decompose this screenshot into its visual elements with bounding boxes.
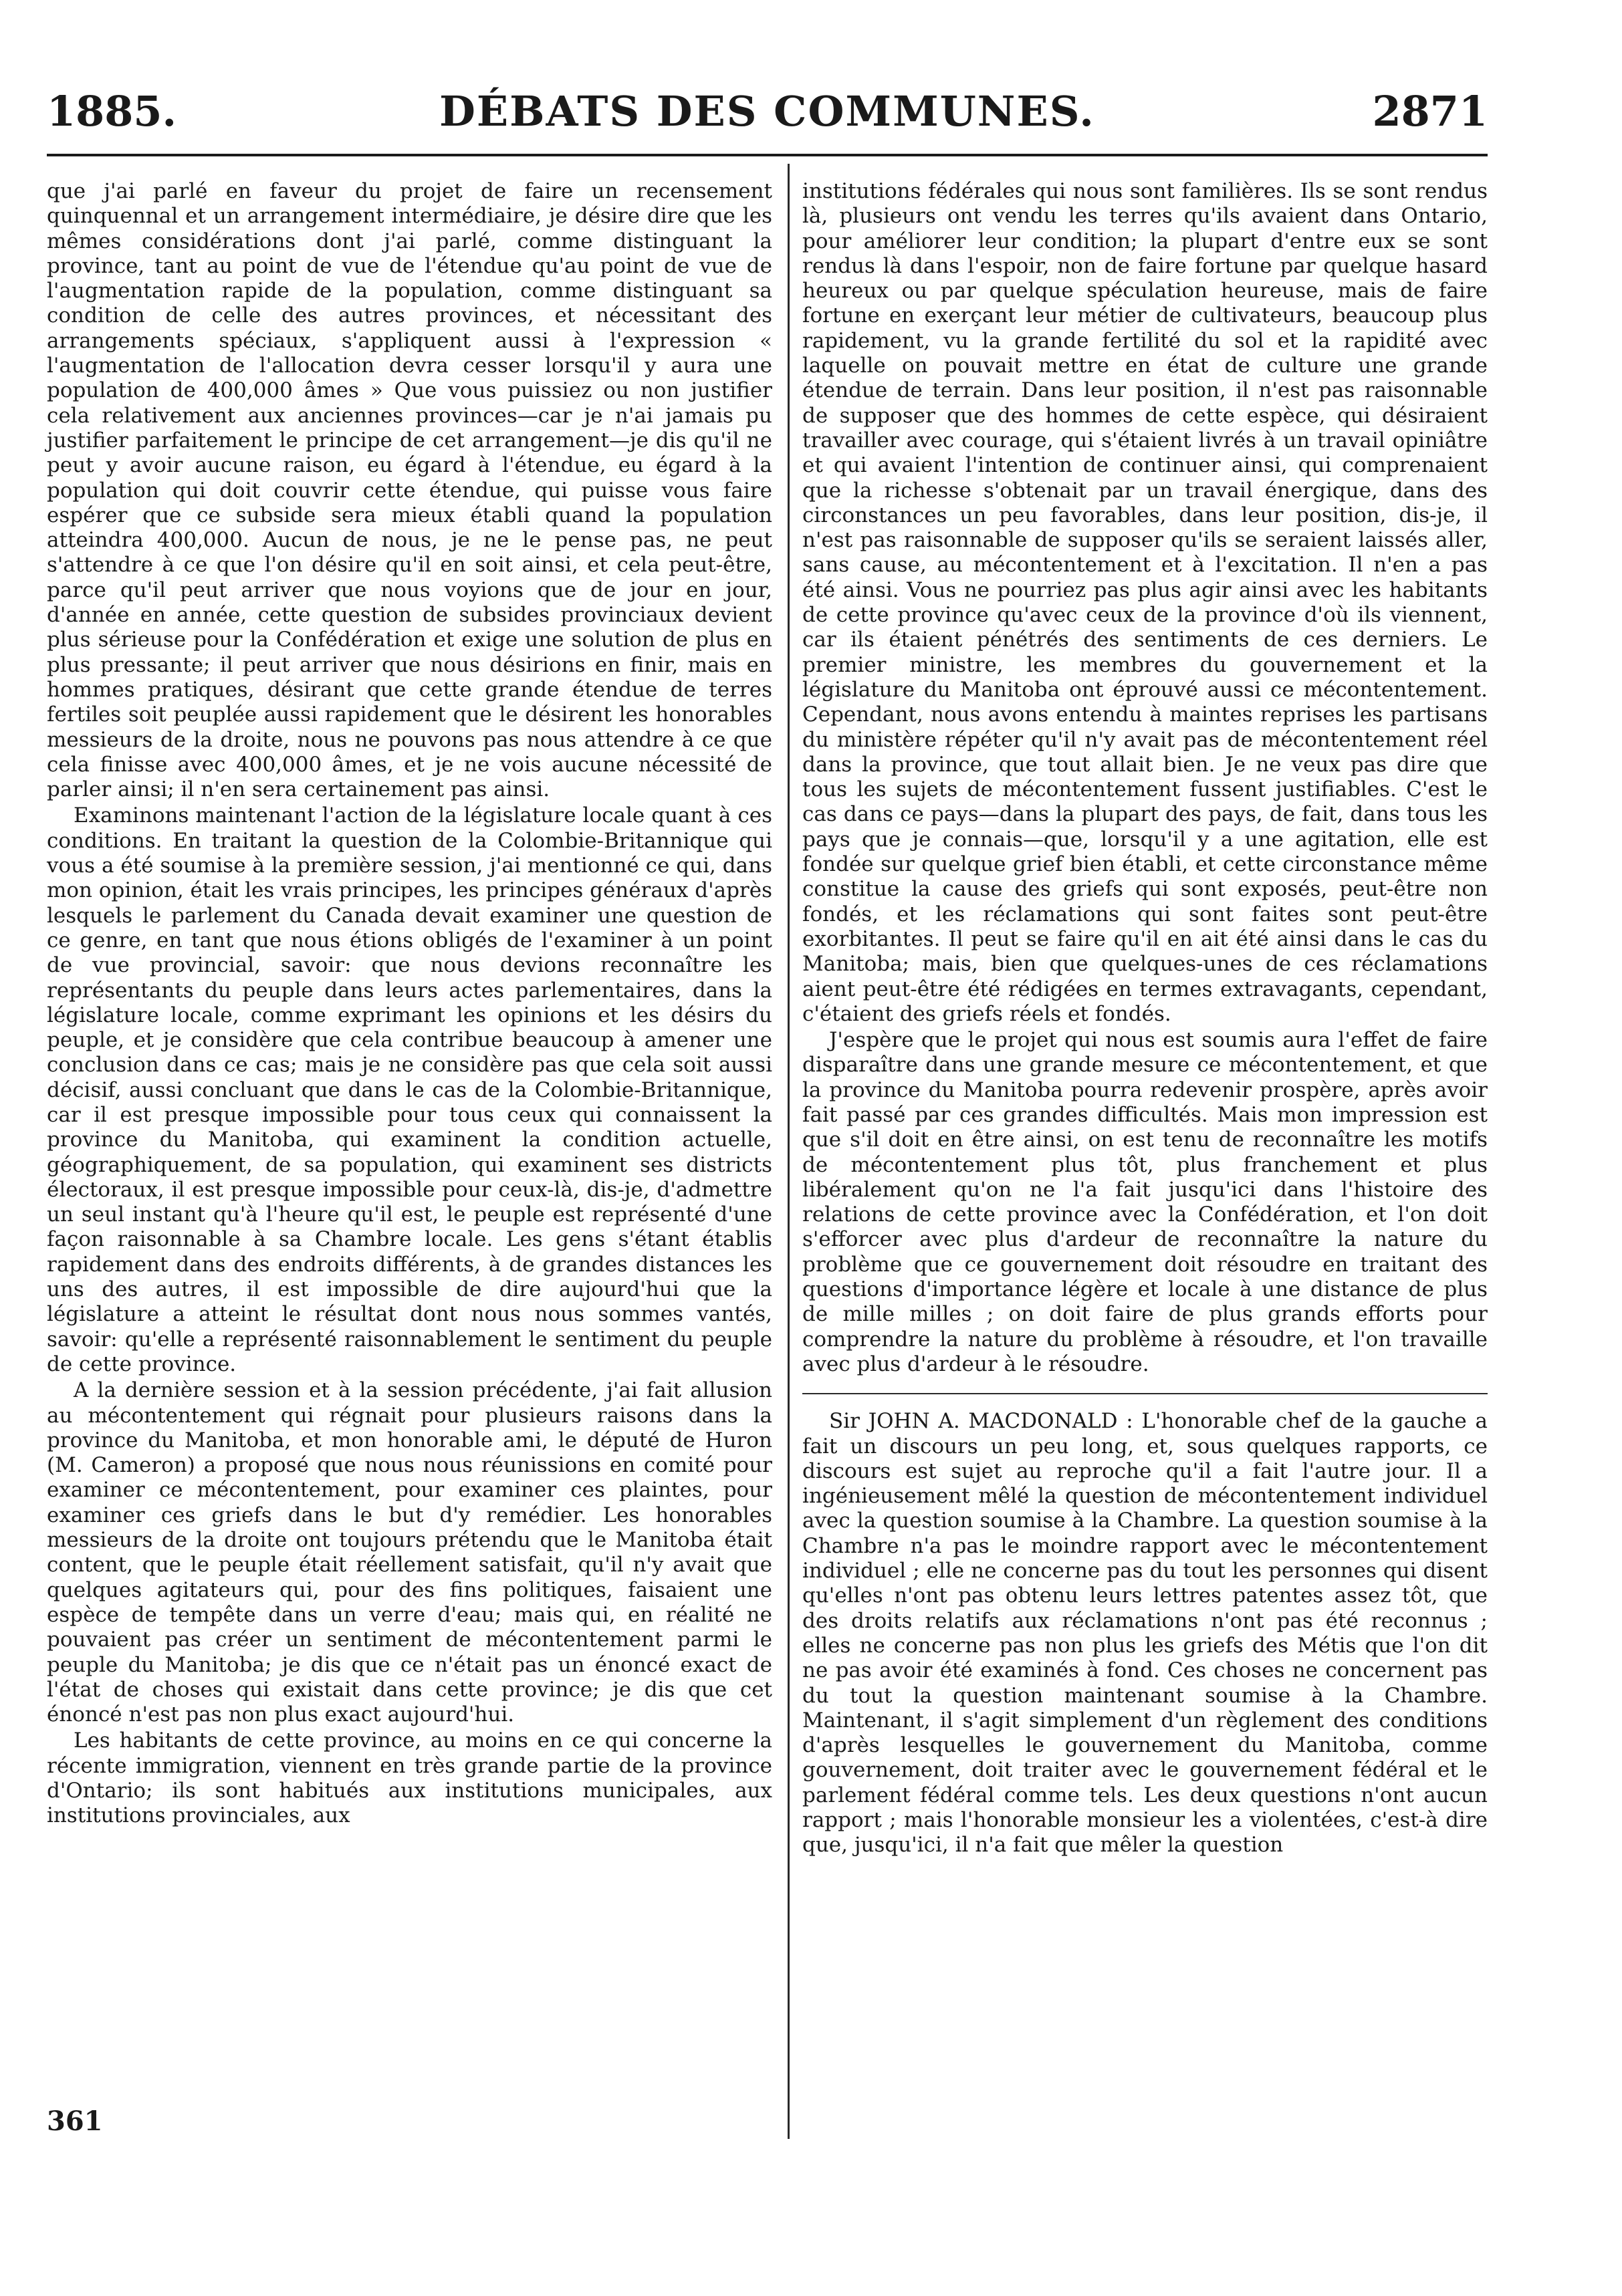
header-year: 1885. <box>47 87 177 136</box>
speech-text: L'honorable chef de la gauche a fait un discours un peu long, et, sous quelques rapports, ce discours est sujet au reproche qu'il a fait l'autre jour. Il a ingénieusement mêlé la question de mécontentement individuel avec la question soumise à la Chambre. La question soumise à la Chambre n'a pas le moindre rapport avec le mécontentement individuel ; elle ne concerne pas du tout les personnes qui disent qu'elles n'ont pas obtenu leurs lettres patentes assez tôt, que des droits relatifs aux réclamations n'ont pas été reconnus ; elles ne concerne pas non plus les griefs des Métis que l'on dit ne pas avoir été examinés à fond. Ces choses ne concernent pas du tout la question maintenant soumise à la Chambre. Maintenant, il s'agit simplement d'un règlement des conditions d'après lesquelles le gouvernement du Manitoba, comme gouvernement, doit traiter avec le gouvernement fédéral et le parlement fédéral comme tels. Les deux questions n'ont aucun rapport ; mais l'honorable monsieur les a violentées, c'est-à dire que, jusqu'ici, il n'a fait que mêler la question <box>802 1409 1488 1858</box>
paragraph: Examinons maintenant l'action de la législature locale quant à ces conditions. En traitant la question de la Colombie-Britannique qui vous a été soumise à la première session, j'ai mentionné ce qui, dans mon opinion, était les vrais principes, les principes généraux d'après lesquels le parlement du Canada devait examiner une question de ce genre, en tant que nous étions obligés de l'examiner à un point de vue provincial, savoir: que nous devions reconnaître les représentants du peuple dans leurs actes parlementaires, dans la législature locale, comme exprimant les opinions et les désirs du peuple, et je considère que cela contribue beaucoup à amener une conclusion dans ce cas; mais je ne considère pas que cela soit aussi décisif, aussi concluant que dans le cas de la Colombie-Britannique, car il est presque impossible pour tous ceux qui connaissent la province du Manitoba, qui examinent la condition actuelle, géographiquement, de sa population, qui examinent ses districts électoraux, il est presque impossible pour ceux-là, dis-je, d'admettre un seul instant qu'à l'heure qu'il est, le peuple est représenté d'une façon raisonnable à sa Chambre locale. Les gens s'étant établis rapidement dans des endroits différents, à de grandes distances les uns des autres, il est impossible de dire aujourd'hui que la législature a atteint le résultat dont nous nous sommes vantés, savoir: qu'elle a représenté raisonnablement le sentiment du peuple de cette province. <box>47 803 772 1376</box>
paragraph: que j'ai parlé en faveur du projet de faire un recensement quinquennal et un arrangement intermédiaire, je désire dire que les mêmes considérations dont j'ai parlé, comme distinguant la province, tant au point de vue de l'étendue qu'au point de vue de l'augmentation rapide de la population, comme distinguant sa condition de celle des autres provinces, et nécessitant des arrangements spéciaux, s'appliquent aussi à l'expression « l'augmentation de l'allocation devra cesser lorsqu'il y aura une population de 400,000 âmes » Que vous puissiez ou non justifier cela relativement aux anciennes provinces—car je n'ai jamais pu justifier parfaitement le principe de cet arrangement—je dis qu'il ne peut y avoir aucune raison, eu égard à l'étendue, eu égard à la population qui doit couvrir cette étendue, qui puisse vous faire espérer que ce subside sera mieux établi quand la population atteindra 400,000. Aucun de nous, je ne le pense pas, ne peut s'attendre à ce que l'on désire qu'il en soit ainsi, et cela peut-être, parce qu'il peut arriver que nous voyions que de jour en jour, d'année en année, cette question de subsides provinciaux devient plus sérieuse pour la Confédération et exige une solution de plus en plus pressante; il peut arriver que nous désirions en finir, mais en hommes pratiques, désirant que cette grande étendue de terres fertiles soit peuplée aussi rapidement que le désirent les honorables messieurs de la droite, nous ne pouvons pas nous attendre à ce que cela finisse avec 400,000 âmes, et je ne vois aucune nécessité de parler ainsi; il n'en sera certainement pas ainsi. <box>47 179 772 802</box>
signature-mark: 361 <box>47 2106 103 2137</box>
speaker-name: Sir JOHN A. MACDONALD : <box>829 1409 1133 1434</box>
paragraph: institutions fédérales qui nous sont familières. Ils se sont rendus là, plusieurs ont vendu les terres qu'ils avaient dans Ontario, pour améliorer leur condition; la plupart d'entre eux se sont rendus là dans l'espoir, non de faire fortune par quelque hasard heureux ou par quelque spéculation heureuse, mais de faire fortune en exerçant leur métier de cultivateurs, beaucoup plus rapidement, vu la grande fertilité du sol et la rapidité avec laquelle on pouvait mettre en état de culture une grande étendue de terrain. Dans leur position, il n'est pas raisonnable de supposer que des hommes de cette espèce, qui désiraient travailler avec courage, qui s'étaient livrés à un travail opiniâtre et qui avaient l'intention de continuer ainsi, qui comprenaient que la richesse s'obtenait par un travail énergique, dans des circonstances un peu favorables, dans leur position, dis-je, il n'est pas raisonnable de supposer qu'ils se seraient laissés aller, sans cause, au mécontentement et à l'excitation. Il n'en a pas été ainsi. Vous ne pourriez pas plus agir ainsi avec les habitants de cette province qu'avec ceux de la province d'où ils viennent, car ils étaient pénétrés des sentiments de ces derniers. Le premier ministre, les membres du gouvernement et la législature du Manitoba ont éprouvé aussi ce mécontentement. Cependant, nous avons entendu à maintes reprises les partisans du ministère répéter qu'il n'y avait pas de mécontentement réel dans la province, que tout allait bien. Je ne veux pas dire que tous les sujets de mécontentement fussent justifiables. C'est le cas dans ce pays—dans la plupart des pays, de fait, dans tous les pays que je connais—que, lorsqu'il y a une agitation, elle est fondée sur quelque grief bien établi, et cette circonstance même constitue la cause des griefs qui sont exposés, peut-être non fondés, et les réclamations qui sont faites sont peut-être exorbitantes. Il peut se faire qu'il en ait été ainsi dans le cas du Manitoba; mais, bien que quelques-unes de ces réclamations aient peut-être été rédigées en termes extravagants, cependant, c'étaient des griefs réels et fondés. <box>802 179 1488 1026</box>
page-number: 2871 <box>1372 87 1488 136</box>
speech-separator-rule <box>802 1393 1488 1394</box>
publication-title: DÉBATS DES COMMUNES. <box>439 87 1095 136</box>
paragraph: Les habitants de cette province, au moins en ce qui concerne la récente immigration, viennent en très grande partie de la province d'Ontario; ils sont habitués aux institutions municipales, aux institutions provinciales, aux <box>47 1729 772 1828</box>
header-rule <box>47 154 1488 156</box>
left-column <box>47 179 772 1829</box>
column-divider <box>788 164 790 2139</box>
page-header <box>47 87 1488 147</box>
paragraph: J'espère que le projet qui nous est soumis aura l'effet de faire disparaître dans une grande mesure ce mécontentement, et que la province du Manitoba pourra redevenir prospère, après avoir fait passé par ces grandes difficultés. Mais mon impression est que s'il doit en être ainsi, on est tenu de reconnaître les motifs de mécontentement plus tôt, plus franchement et plus libéralement qu'on ne l'a fait jusqu'ici dans l'histoire des relations de cette province avec la Confédération, et l'on doit s'efforcer avec plus d'ardeur de reconnaître la nature du problème que ce gouvernement doit résoudre en traitant des questions d'importance légère et locale à une distance de plus de mille milles ; on doit faire de plus grands efforts pour comprendre la nature du problème à résoudre, et l'on travaille avec plus d'ardeur à le résoudre. <box>802 1028 1488 1376</box>
right-column <box>802 179 1488 1858</box>
paragraph <box>802 1409 1488 1858</box>
paragraph: A la dernière session et à la session précédente, j'ai fait allusion au mécontentement qui régnait pour plusieurs raisons dans la province du Manitoba, et mon honorable ami, le député de Huron (M. Cameron) a proposé que nous nous réunissions en comité pour examiner ce mécontentement, pour examiner ces plaintes, pour examiner ces griefs dans le but d'y remédier. Les honorables messieurs de la droite ont toujours prétendu que le Manitoba était content, que le peuple était réellement satisfait, qu'il n'y avait que quelques agitateurs qui, pour des fins politiques, faisaient une espèce de tempête dans un verre d'eau; mais qui, en réalité ne pouvaient pas créer un sentiment de mécontentement parmi le peuple du Manitoba; je dis que ce n'était pas un énoncé exact de l'état de choses qui existait dans cette province; je dis que cet énoncé n'est pas non plus exact aujourd'hui. <box>47 1378 772 1727</box>
